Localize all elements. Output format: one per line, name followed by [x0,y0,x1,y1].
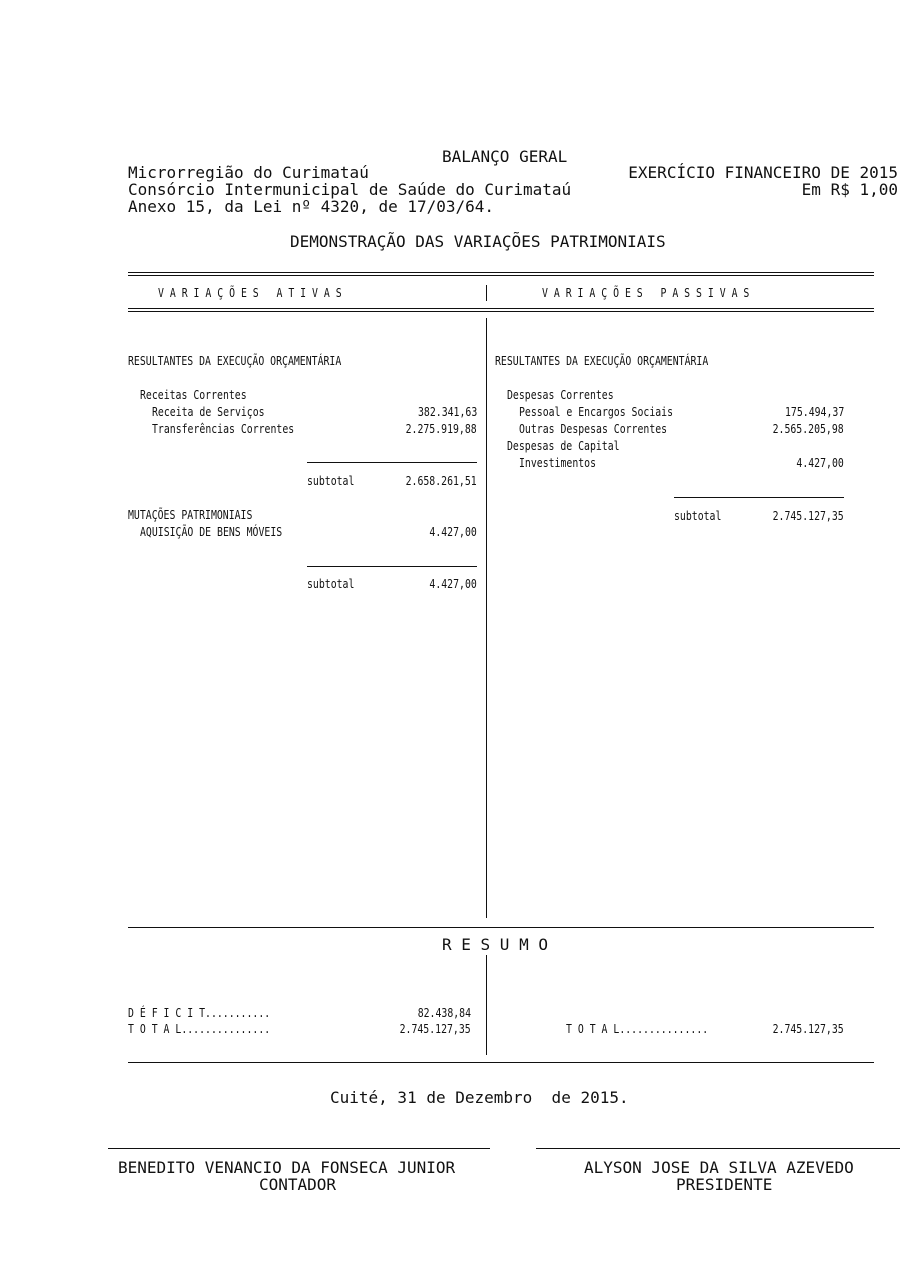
active-item-label: Receita de Serviços [152,405,265,419]
subtotal-rule [307,566,477,567]
region-name: Microrregião do Curimataú [128,163,369,182]
passive-item-label: Pessoal e Encargos Sociais [519,405,674,419]
document-title: BALANÇO GERAL [442,147,568,166]
total-left-value: 2.745.127,35 [399,1022,471,1036]
passive-item-value: 175.494,37 [784,405,844,419]
summary-title: R E S U M O [442,935,548,954]
active-item-value: 4.427,00 [429,525,477,539]
passive-subtotal-label: subtotal [674,509,722,523]
signer1-role: CONTADOR [259,1175,337,1194]
active-column-header: V A R I A Ç Õ E S A T I V A S [158,286,342,300]
passive-item-value: 2.565.205,98 [772,422,844,436]
header-column-divider [486,285,487,301]
active-item-value: 382.341,63 [417,405,477,419]
active-subtotal-label: subtotal [307,577,355,591]
signature-line [536,1148,900,1149]
total-right-label: T O T A L............... [566,1022,709,1036]
deficit-label: D É F I C I T........... [128,1006,271,1020]
summary-bottom-rule [128,1062,874,1063]
signer2-role: PRESIDENTE [676,1175,773,1194]
main-column-divider [486,318,487,918]
active-item-value: 2.275.919,88 [405,422,477,436]
active-section-title: RESULTANTES DA EXECUÇÃO ORÇAMENTÁRIA [128,354,342,368]
signer2-name: ALYSON JOSE DA SILVA AZEVEDO [584,1158,854,1177]
header-bottom-double-rule [128,308,874,312]
passive-section-title: RESULTANTES DA EXECUÇÃO ORÇAMENTÁRIA [495,354,709,368]
active-subtotal-value: 2.658.261,51 [405,474,477,488]
active-item-label: Transferências Correntes [152,422,295,436]
active-subtotal-value: 4.427,00 [429,577,477,591]
active-item-label: AQUISIÇÃO DE BENS MÓVEIS [140,525,283,539]
active-section-title: MUTAÇÕES PATRIMONIAIS [128,508,253,522]
passive-column-header: V A R I A Ç Õ E S P A S S I V A S [542,286,750,300]
subtotal-rule [307,462,477,463]
law-reference: Anexo 15, da Lei nº 4320, de 17/03/64. [128,197,495,216]
fiscal-year: EXERCÍCIO FINANCEIRO DE 2015 [628,163,898,182]
signature-line [108,1148,490,1149]
summary-top-rule [128,927,874,928]
entity-name: Consórcio Intermunicipal de Saúde do Curimataú [128,180,572,199]
passive-item-label: Investimentos [519,456,597,470]
signer1-name: BENEDITO VENANCIO DA FONSECA JUNIOR [118,1158,456,1177]
place-date: Cuité, 31 de Dezembro de 2015. [330,1088,629,1107]
passive-subtotal-value: 2.745.127,35 [772,509,844,523]
passive-group-title: Despesas Correntes [507,388,614,402]
top-double-rule [128,272,874,276]
active-group-title: Receitas Correntes [140,388,247,402]
summary-column-divider [486,955,487,1055]
currency-unit: Em R$ 1,00 [801,180,898,199]
active-subtotal-label: subtotal [307,474,355,488]
report-title: DEMONSTRAÇÃO DAS VARIAÇÕES PATRIMONIAIS [290,232,666,251]
total-left-label: T O T A L............... [128,1022,271,1036]
total-right-value: 2.745.127,35 [772,1022,844,1036]
deficit-value: 82.438,84 [417,1006,471,1020]
passive-item-value: 4.427,00 [796,456,844,470]
passive-item-label: Outras Despesas Correntes [519,422,668,436]
subtotal-rule [674,497,844,498]
passive-group-title: Despesas de Capital [507,439,620,453]
